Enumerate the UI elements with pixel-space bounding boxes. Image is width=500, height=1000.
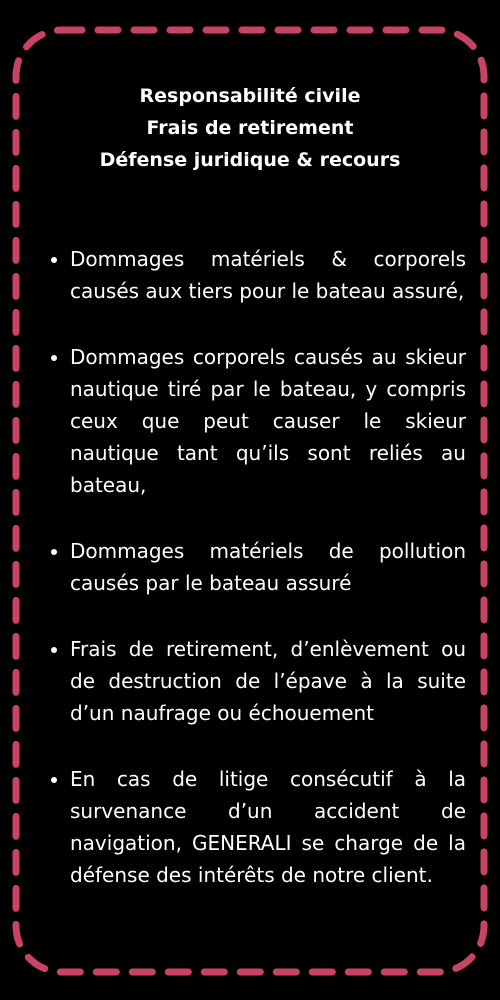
list-item: Dommages corporels causés au skieur nautique tiré par le bateau, y compris ceux que peut causer le skieur nautique tant qu’ils sont reliés au bateau, [70, 341, 466, 501]
list-item: Dommages matériels & corporels causés aux tiers pour le bateau assuré, [70, 243, 466, 307]
list-item: Frais de retirement, d’enlèvement ou de destruction de l’épave à la suite d’un naufrage ou échouement [70, 633, 466, 729]
heading-line-legal-defense: Défense juridique & recours [99, 149, 401, 171]
list-item: En cas de litige consécutif à la survenance d’un accident de navigation, GENERALI se charge de la défense des intérêts de notre client. [70, 763, 466, 891]
heading-line-civil-liability: Responsabilité civile [139, 85, 361, 107]
coverage-list [70, 243, 466, 925]
list-item: Dommages matériels de pollution causés par le bateau assuré [70, 535, 466, 599]
coverage-heading [0, 80, 500, 176]
heading-line-removal-costs: Frais de retirement [146, 117, 354, 139]
